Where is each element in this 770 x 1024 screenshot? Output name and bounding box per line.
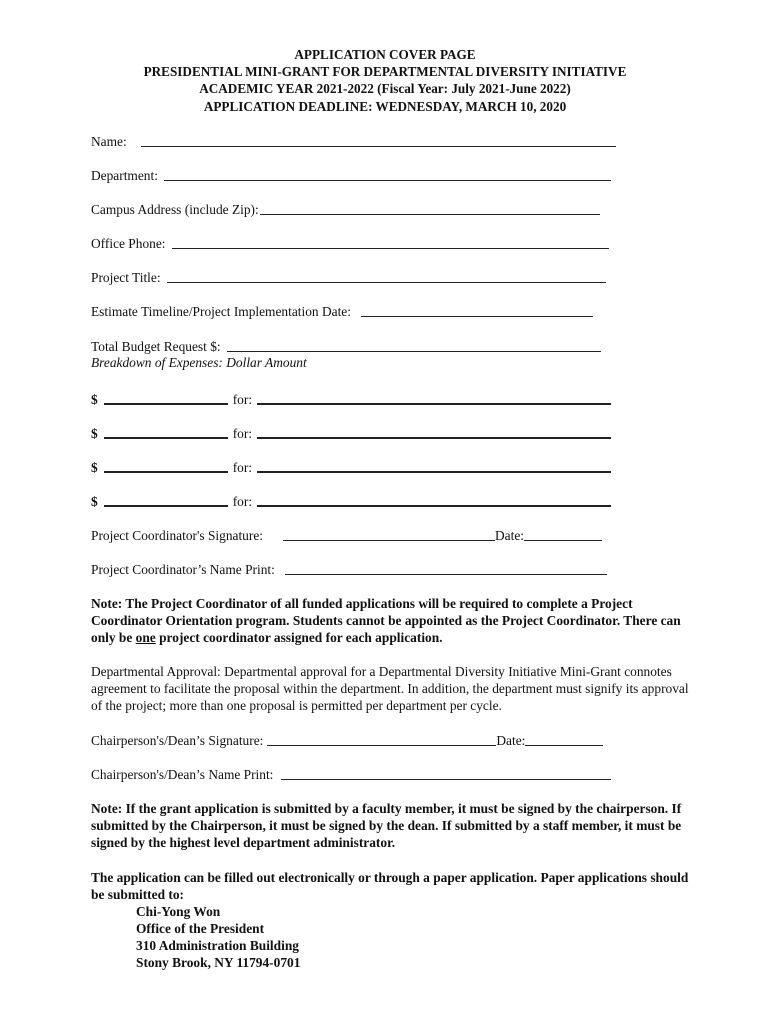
chair-name-field[interactable] xyxy=(281,767,611,780)
budget-label: Total Budget Request $: xyxy=(91,339,221,354)
dollar-sign: $ xyxy=(91,392,98,407)
budget-row xyxy=(91,338,601,355)
chair-signature-row xyxy=(91,732,603,749)
expense-row-1 xyxy=(91,390,611,408)
coordinator-date-field[interactable] xyxy=(524,528,602,541)
recipient-building: 310 Administration Building xyxy=(136,938,299,954)
expense-purpose-field-3[interactable] xyxy=(257,459,611,473)
department-label: Department: xyxy=(91,168,158,183)
budget-field[interactable] xyxy=(227,339,601,352)
program-title: PRESIDENTIAL MINI-GRANT FOR DEPARTMENTAL DIVERSITY INITIATIVE xyxy=(143,64,627,80)
mailing-address xyxy=(136,903,300,971)
for-label: for: xyxy=(232,426,253,441)
coordinator-name-row xyxy=(91,561,607,578)
timeline-label: Estimate Timeline/Project Implementation Date: xyxy=(91,304,351,319)
coordinator-signature-row xyxy=(91,527,602,544)
date-label: Date: xyxy=(495,528,524,543)
expense-row-4 xyxy=(91,492,611,510)
office-phone-label: Office Phone: xyxy=(91,236,166,251)
coordinator-name-field[interactable] xyxy=(285,562,607,575)
coordinator-signature-field[interactable] xyxy=(283,528,495,541)
signature-note: Note: If the grant application is submitted by a faculty member, it must be signed by the chairperson. If submitted by the Chairperson, it must be signed by the dean. If submitted by a staff member, it must be signed by the highest level department administrator. xyxy=(91,801,682,851)
date-label: Date: xyxy=(496,733,526,748)
for-label: for: xyxy=(232,392,253,407)
expense-amount-field-4[interactable] xyxy=(104,493,228,507)
department-field[interactable] xyxy=(164,168,611,181)
campus-address-field[interactable] xyxy=(260,202,600,215)
form-header xyxy=(90,46,680,115)
expense-purpose-field-4[interactable] xyxy=(257,493,611,507)
expense-row-2 xyxy=(91,424,611,442)
chair-name-label: Chairperson's/Dean’s Name Print: xyxy=(91,767,274,782)
expense-amount-field-2[interactable] xyxy=(104,425,228,439)
coordinator-name-label: Project Coordinator’s Name Print: xyxy=(91,562,275,577)
coordinator-signature-label: Project Coordinator's Signature: xyxy=(91,528,263,543)
coordinator-note-emphasis: one xyxy=(135,630,156,646)
name-row xyxy=(91,133,616,150)
project-title-row xyxy=(91,269,606,286)
chair-date-field[interactable] xyxy=(525,733,603,746)
department-row xyxy=(91,167,611,184)
application-deadline: APPLICATION DEADLINE: WEDNESDAY, MARCH 10, 2020 xyxy=(203,98,567,114)
name-label: Name: xyxy=(91,134,127,149)
recipient-office: Office of the President xyxy=(136,921,265,937)
office-phone-field[interactable] xyxy=(172,236,609,249)
coordinator-note-text: Note: The Project Coordinator of all funded applications will be required to complete a Project Coordinator Orientation program. Students cannot be appointed as the Project Coordinator. There can only be xyxy=(91,596,681,646)
expense-purpose-field-1[interactable] xyxy=(257,391,611,405)
dollar-sign: $ xyxy=(91,494,98,509)
chair-signature-field[interactable] xyxy=(267,733,496,746)
coordinator-note-text-end: project coordinator assigned for each application. xyxy=(155,630,443,646)
breakdown-label: Breakdown of Expenses: Dollar Amount xyxy=(91,355,307,370)
project-title-field[interactable] xyxy=(167,270,606,283)
office-phone-row xyxy=(91,235,609,252)
expense-row-3 xyxy=(91,458,611,476)
timeline-row xyxy=(91,303,593,320)
submission-instructions: The application can be filled out electronically or through a paper application. Paper applications should be submitted to: xyxy=(91,870,689,903)
academic-year: ACADEMIC YEAR 2021-2022 (Fiscal Year: July 2021-June 2022) xyxy=(199,81,571,97)
form-title: APPLICATION COVER PAGE xyxy=(294,47,476,62)
for-label: for: xyxy=(232,460,253,475)
coordinator-note xyxy=(91,595,691,647)
campus-address-row xyxy=(91,201,600,218)
chair-name-row xyxy=(91,766,611,783)
recipient-name: Chi-Yong Won xyxy=(136,904,221,919)
dollar-sign: $ xyxy=(91,426,98,441)
name-field[interactable] xyxy=(141,134,616,147)
expense-purpose-field-2[interactable] xyxy=(257,425,611,439)
timeline-field[interactable] xyxy=(361,304,593,317)
expense-amount-field-1[interactable] xyxy=(104,391,228,405)
for-label: for: xyxy=(232,494,253,509)
chair-signature-label: Chairperson's/Dean’s Signature: xyxy=(91,733,264,748)
recipient-city: Stony Brook, NY 11794-0701 xyxy=(136,955,301,971)
dollar-sign: $ xyxy=(91,460,98,475)
expense-amount-field-3[interactable] xyxy=(104,459,228,473)
departmental-approval-text: Departmental Approval: Departmental approval for a Departmental Diversity Initiative Mini-Grant connotes agreement to facilitate the proposal within the department. In addition, the department must signify its approval of the project; more than one proposal is permitted per department per cycle. xyxy=(91,664,689,714)
campus-address-label: Campus Address (include Zip): xyxy=(91,202,259,217)
project-title-label: Project Title: xyxy=(91,270,161,285)
